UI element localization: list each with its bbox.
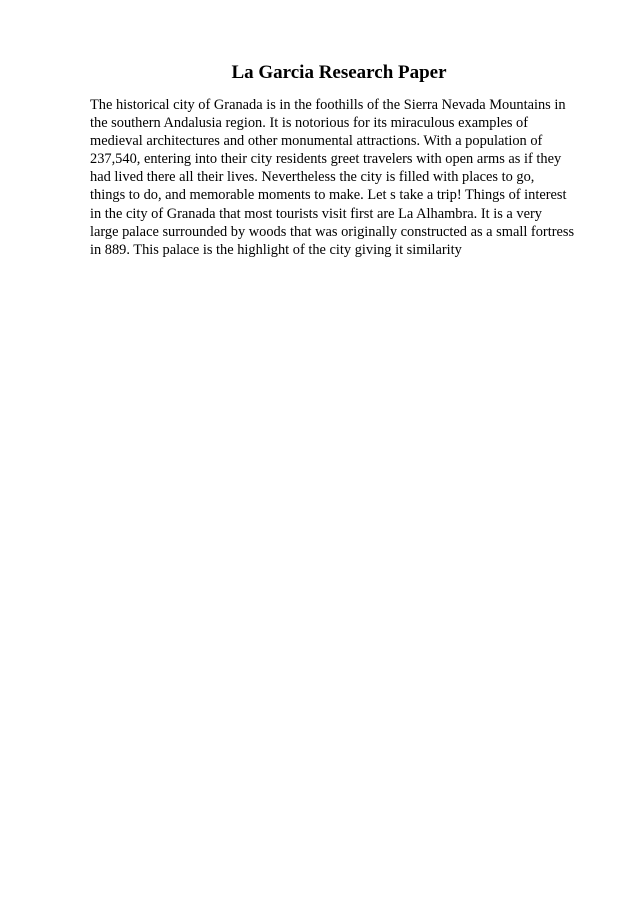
body-paragraph [90,96,590,259]
paragraph-line: medieval architectures and other monumental attractions. With a population of [90,133,543,150]
paragraph-line: large palace surrounded by woods that was originally constructed as a small fortress [90,223,575,240]
paragraph-line: had lived there all their lives. Nevertheless the city is filled with places to go, [90,169,535,186]
paragraph-line: The historical city of Granada is in the foothills of the Sierra Nevada Mountains in [90,97,566,113]
paragraph-line: things to do, and memorable moments to make. Let s take a trip! Things of interest [90,187,567,204]
paragraph-line: 237,540, entering into their city residents greet travelers with open arms as if they [90,151,562,168]
paper-title: La Garcia Research Paper [231,62,447,83]
paragraph-line: in the city of Granada that most tourists visit first are La Alhambra. It is a very [90,205,542,222]
paragraph-line: the southern Andalusia region. It is notorious for its miraculous examples of [90,115,529,132]
paragraph-line: in 889. This palace is the highlight of the city giving it similarity [90,241,462,258]
